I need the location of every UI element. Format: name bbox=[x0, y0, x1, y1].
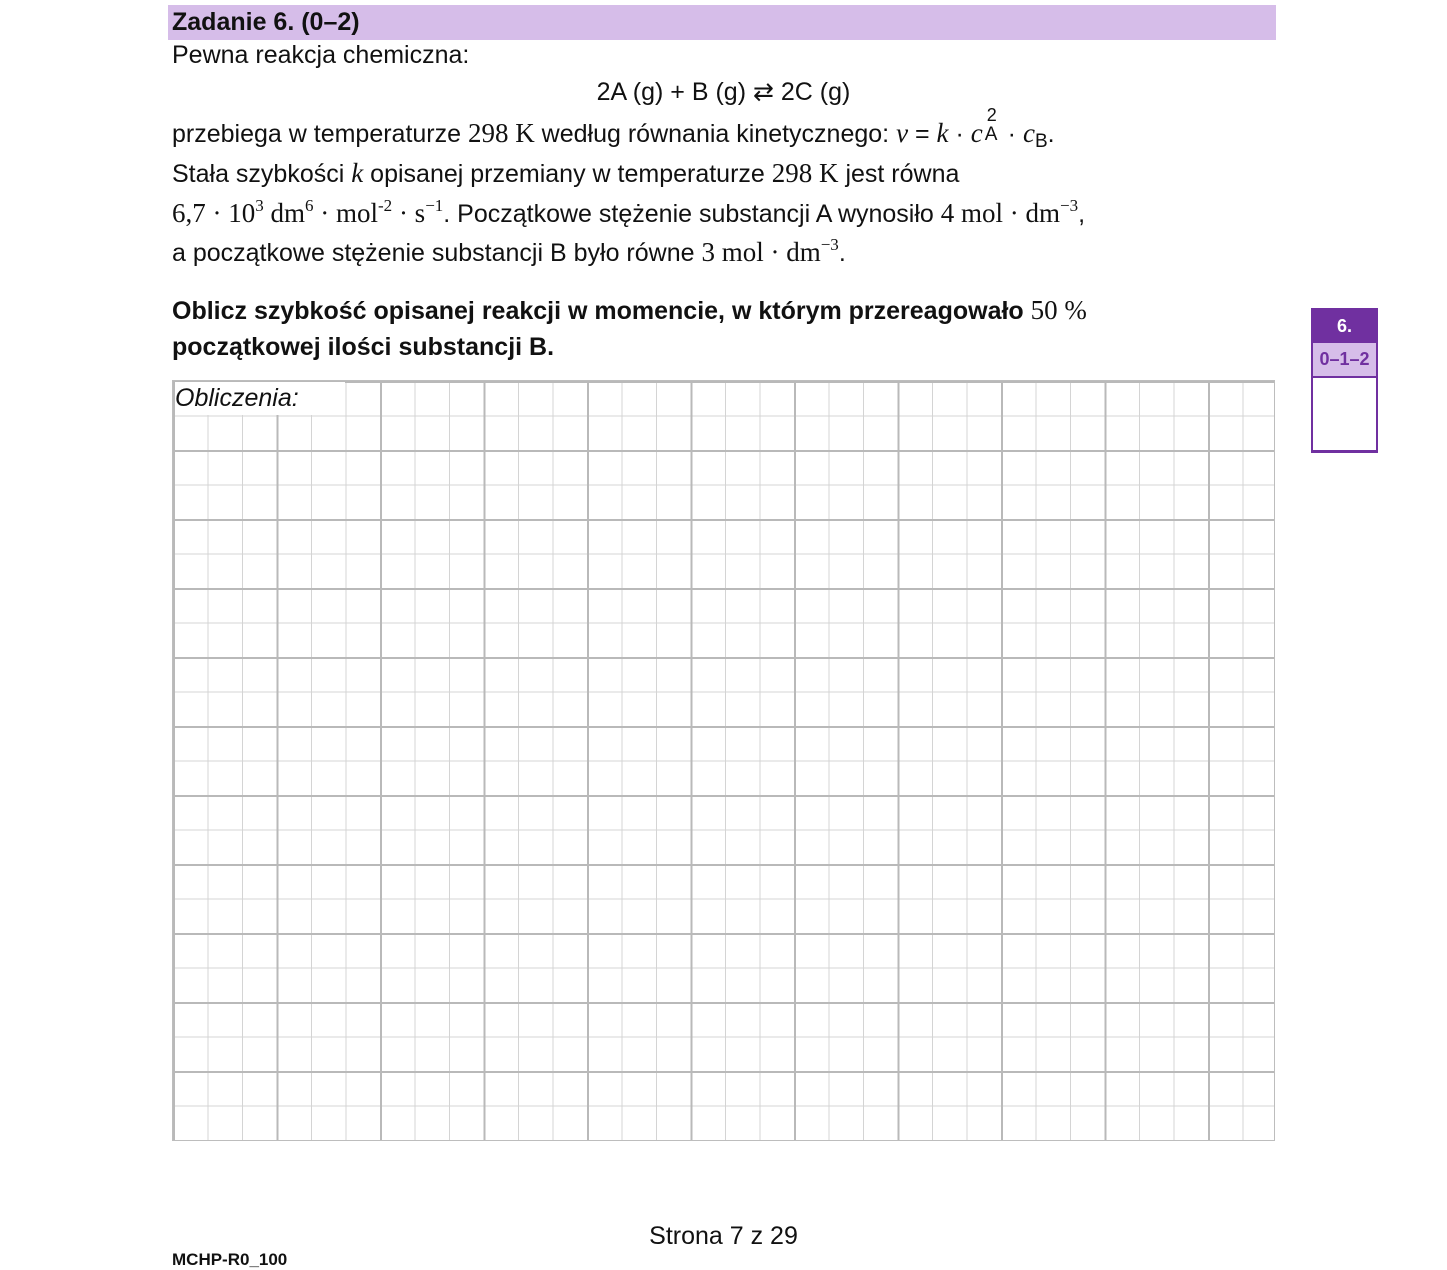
exponent: −3 bbox=[1060, 196, 1079, 215]
subscript: A bbox=[984, 124, 998, 145]
exponent: -2 bbox=[378, 196, 393, 215]
reaction-equation: 2A (g) + B (g) ⇄ 2C (g) bbox=[596, 78, 851, 106]
exponent: 3 bbox=[255, 196, 264, 215]
intro-text: Pewna reakcja chemiczna: bbox=[172, 41, 470, 69]
comma: , bbox=[1078, 200, 1086, 228]
subscript: B bbox=[1034, 131, 1048, 152]
text: opisanej przemiany w temperaturze bbox=[363, 160, 772, 188]
period: . bbox=[1047, 120, 1055, 148]
text: Oblicz szybkość opisanej reakcji w momencie, w którym przereagowało bbox=[172, 297, 1031, 325]
dot: · bbox=[948, 120, 971, 148]
exam-code: MCHP-R0_100 bbox=[172, 1250, 288, 1269]
task-header: Zadanie 6. (0–2) bbox=[168, 5, 1276, 40]
exponent-subscript bbox=[983, 105, 1001, 145]
task-instruction bbox=[172, 292, 1172, 365]
exponent: −3 bbox=[820, 235, 839, 254]
concentration-symbol: c bbox=[1022, 118, 1035, 148]
score-box bbox=[1311, 308, 1378, 453]
rate-symbol: v bbox=[896, 118, 909, 148]
equals: = bbox=[908, 120, 937, 148]
temperature-value: 298 K bbox=[771, 158, 839, 188]
score-task-number: 6. bbox=[1313, 310, 1376, 343]
concentration-b: 3 mol · dm bbox=[701, 237, 821, 267]
exponent: 6 bbox=[305, 196, 314, 215]
calculation-label: Obliczenia: bbox=[175, 382, 345, 415]
temperature-value: 298 K bbox=[467, 118, 535, 148]
score-entry-field[interactable] bbox=[1313, 378, 1376, 452]
text: Stała szybkości bbox=[172, 160, 352, 188]
percent-value: 50 % bbox=[1030, 295, 1087, 325]
rate-constant-symbol: k bbox=[351, 158, 364, 188]
text: według równania kinetycznego: bbox=[534, 120, 897, 148]
kinetic-equation-line bbox=[172, 105, 1055, 152]
concentration-symbol: c bbox=[970, 118, 983, 148]
page-number: Strona 7 z 29 bbox=[649, 1222, 798, 1250]
rate-constant-line bbox=[172, 158, 959, 189]
calculation-grid[interactable] bbox=[172, 380, 1275, 1141]
rate-constant-symbol: k bbox=[936, 118, 949, 148]
period: . bbox=[838, 239, 846, 267]
unit: · mol bbox=[313, 198, 379, 228]
score-points: 0–1–2 bbox=[1313, 343, 1376, 378]
exponent: −1 bbox=[425, 196, 444, 215]
concentration-b-line bbox=[172, 237, 846, 268]
text: początkowej ilości substancji B. bbox=[172, 333, 555, 361]
text: przebiega w temperaturze bbox=[172, 120, 468, 148]
dot: · bbox=[1000, 120, 1023, 148]
text: . Początkowe stężenie substancji A wynosiło bbox=[443, 200, 941, 228]
rate-constant-value-line bbox=[172, 198, 1085, 229]
exponent: 2 bbox=[986, 105, 997, 125]
concentration-a: 4 mol · dm bbox=[940, 198, 1061, 228]
unit: · s bbox=[392, 198, 426, 228]
value: 6,7 · 10 bbox=[172, 198, 256, 228]
unit: dm bbox=[263, 198, 306, 228]
text: jest równa bbox=[838, 160, 960, 188]
text: a początkowe stężenie substancji B było równe bbox=[172, 239, 702, 267]
